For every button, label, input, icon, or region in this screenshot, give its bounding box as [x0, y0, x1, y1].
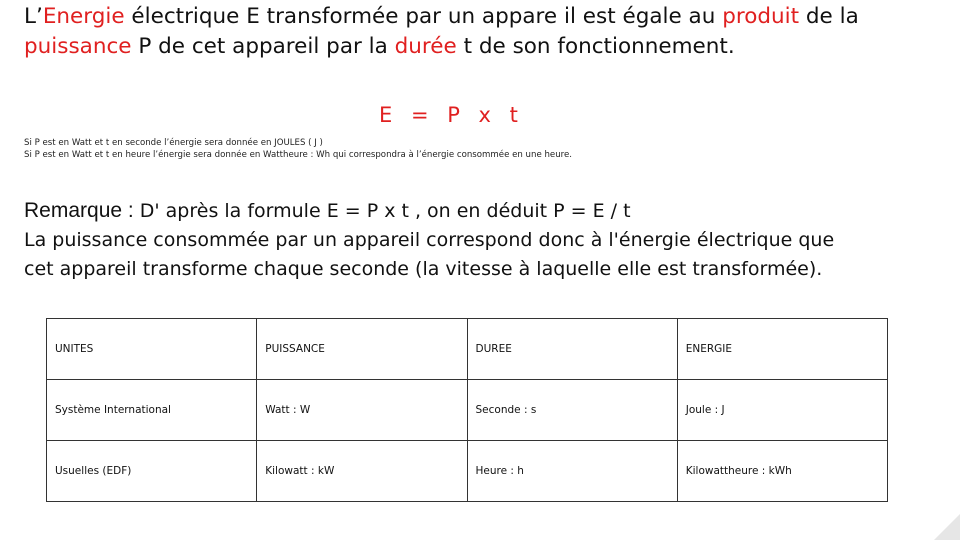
table-cell: Joule : J: [677, 380, 887, 441]
table-cell: Usuelles (EDF): [47, 441, 257, 502]
note-wattheure: Si P est en Watt et t en heure l’énergie sera donnée en Wattheure : Wh qui correspondra à l’énergie consommée en une heure.: [24, 150, 573, 160]
page-corner-fold: [934, 514, 960, 540]
unit-notes: [24, 137, 924, 161]
intro-text-2: électrique E transformée par un appare il est égale au: [124, 4, 723, 29]
remark-formula-text: D' après la formule E = P x t , on en déduit P = E / t: [133, 200, 631, 222]
table-cell: Heure : h: [467, 441, 677, 502]
units-table: [46, 318, 888, 502]
intro-paragraph: [24, 2, 944, 62]
remark-line-2: La puissance consommée par un appareil correspond donc à l'énergie électrique que: [24, 229, 835, 251]
table-cell: Système International: [47, 380, 257, 441]
word-energie: Energie: [42, 4, 125, 29]
remark-line-3: cet appareil transforme chaque seconde (la vitesse à laquelle elle est transformée).: [24, 258, 823, 280]
formula: E = P x t: [379, 103, 524, 127]
table-header-cell: ENERGIE: [677, 319, 887, 380]
table-cell: Kilowattheure : kWh: [677, 441, 887, 502]
intro-text-3: de la: [799, 4, 859, 29]
table-cell: Watt : W: [257, 380, 467, 441]
table-header-cell: PUISSANCE: [257, 319, 467, 380]
remark-line-1: [24, 196, 954, 226]
table-row: [47, 380, 888, 441]
intro-text-5: t de son fonctionnement.: [456, 34, 735, 59]
word-produit: produit: [722, 4, 800, 29]
remark-block: [24, 196, 954, 284]
table-cell: Seconde : s: [467, 380, 677, 441]
remark-label: Remarque :: [24, 199, 134, 222]
table-header-cell: UNITES: [47, 319, 257, 380]
table-header-cell: DUREE: [467, 319, 677, 380]
table-header-row: [47, 319, 888, 380]
table-row: [47, 441, 888, 502]
note-joules: Si P est en Watt et t en seconde l’énergie sera donnée en JOULES ( J ): [24, 138, 323, 148]
word-duree: durée: [394, 34, 457, 59]
intro-text-1: L’: [24, 4, 43, 29]
table-cell: Kilowatt : kW: [257, 441, 467, 502]
intro-text-4: P de cet appareil par la: [131, 34, 395, 59]
word-puissance: puissance: [24, 34, 132, 59]
